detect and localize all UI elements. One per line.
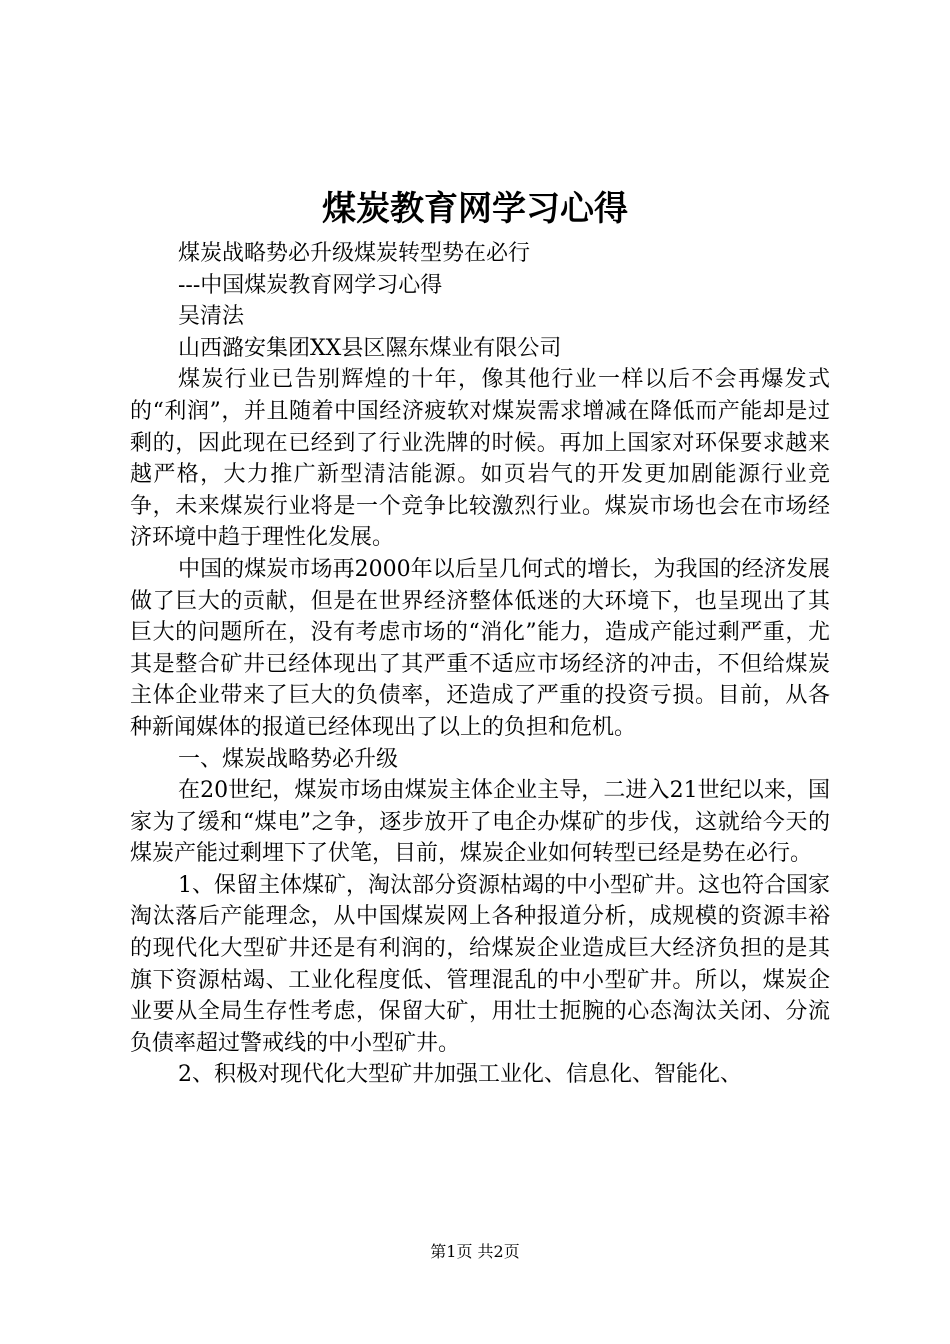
author-name: 吴清法: [178, 304, 245, 330]
document-body: [130, 238, 830, 1091]
paragraph-industry-outlook: 煤炭行业已告别辉煌的十年，像其他行业一样以后不会再爆发式的“利润”，并且随着中国经济疲软对煤炭需求增减在降低而产能却是过剩的，因此现在已经到了行业洗牌的时候。再加上国家对环保要求越来越严格，大力推广新型清洁能源。如页岩气的开发更加剧能源行业竞争，未来煤炭行业将是一个竞争比较激烈行业。煤炭市场也会在市场经济环境中趋于理性化发展。: [130, 367, 830, 551]
section-heading-strategy: 一、煤炭战略势必升级: [178, 746, 399, 772]
author-organization: 山西潞安集团XX县区隰东煤业有限公司: [178, 335, 562, 361]
paragraph-20th-century: 在20世纪，煤炭市场由煤炭主体企业主导，二进入21世纪以来，国家为了缓和“煤电”之争，逐步放开了电企办煤矿的步伐，这就给今天的煤炭产能过剩埋下了伏笔，目前，煤炭企业如何转型已经是势在必行。: [130, 778, 830, 867]
paragraph-point-1: 1、保留主体煤矿，淘汰部分资源枯竭的中小型矿井。这也符合国家淘汰落后产能理念，从中国煤炭网上各种报道分析，成规模的资源丰裕的现代化大型矿井还是有利润的，给煤炭企业造成巨大经济负担的是其旗下资源枯竭、工业化程度低、管理混乱的中小型矿井。所以，煤炭企业要从全局生存性考虑，保留大矿，用壮士扼腕的心态淘汰关闭、分流负债率超过警戒线的中小型矿井。: [130, 872, 830, 1056]
document-title: 煤炭教育网学习心得: [322, 189, 628, 229]
subtitle-secondary: ---中国煤炭教育网学习心得: [178, 272, 443, 298]
paragraph-market-growth: 中国的煤炭市场再2000年以后呈几何式的增长，为我国的经济发展做了巨大的贡献，但是在世界经济整体低迷的大环境下，也呈现出了其巨大的问题所在，没有考虑市场的“消化”能力，造成产能过剩严重，尤其是整合矿井已经体现出了其严重不适应市场经济的冲击，不但给煤炭主体企业带来了巨大的负债率，还造成了严重的投资亏损。目前，从各种新闻媒体的报道已经体现出了以上的负担和危机。: [130, 556, 830, 740]
subtitle: 煤炭战略势必升级煤炭转型势在必行: [178, 241, 531, 266]
page-footer: 第1页 共2页: [430, 1242, 520, 1261]
paragraph-point-2: 2、积极对现代化大型矿井加强工业化、信息化、智能化、: [178, 1062, 742, 1088]
